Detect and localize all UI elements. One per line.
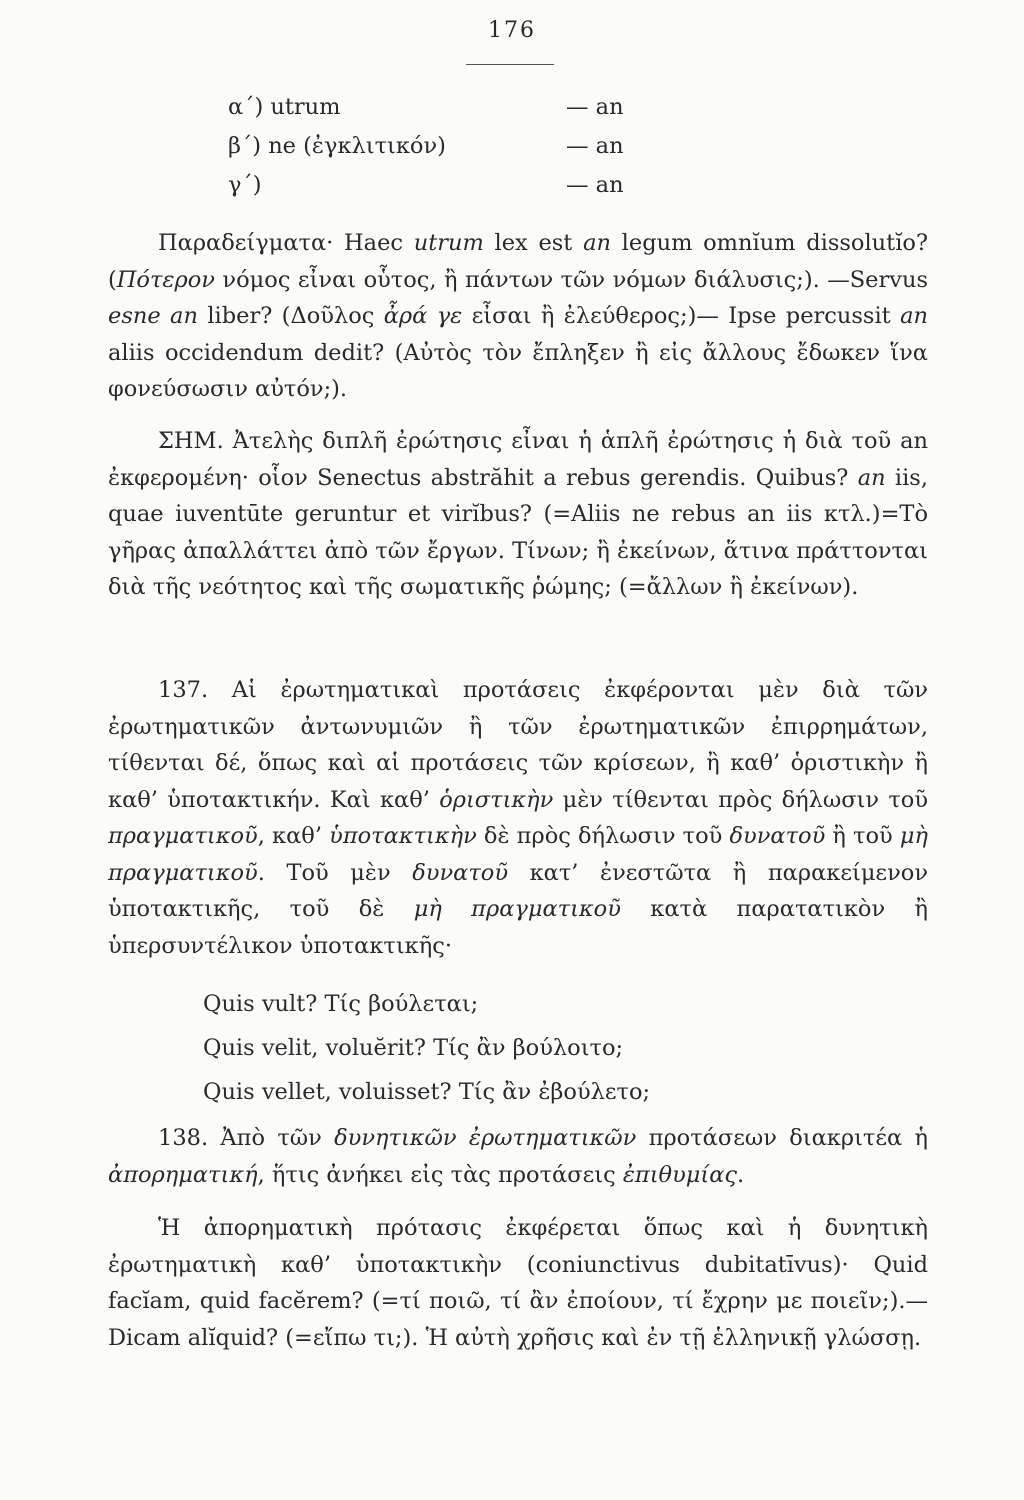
page-number: 176 bbox=[488, 18, 536, 43]
schema-left: α΄) utrum bbox=[228, 94, 341, 120]
schema-row bbox=[228, 166, 688, 205]
paragraph-note: ΣΗΜ. Ἀτελὴς διπλῆ ἐρώτησις εἶναι ἡ ἁπλῆ ἐρώτησις ἡ διὰ τοῦ an ἐκφερομένη· οἷον Senectus abstrăhit a rebus gerendis. Quibus? an iis, quae iuventūte geruntur et virĭbus? (=Aliis ne rebus an iis κτλ.)=Τὸ γῆρας ἀπαλλάττει ἀπὸ τῶν ἔργων. Τίνων; ἢ ἐκείνων, ἅτινα πράττονται διὰ τῆς νεότητος καὶ τῆς σωματικῆς ῥώμης; (=ἄλλων ἢ ἐκείνων). bbox=[108, 428, 928, 600]
note-paragraph bbox=[108, 423, 928, 606]
example-list bbox=[203, 982, 903, 1114]
schema-right: — an bbox=[566, 94, 624, 120]
correlative-schema bbox=[228, 88, 688, 205]
schema-left: γ΄) bbox=[228, 172, 262, 198]
paragraph-138: 138. Ἀπὸ τῶν δυνητικῶν ἐρωτηματικῶν προτάσεων διακριτέα ἡ ἀπορηματική, ἥτις ἀνήκει εἰς τὰς προτάσεις ἐπιθυμίας. bbox=[108, 1125, 928, 1188]
schema-row bbox=[228, 88, 688, 127]
schema-row bbox=[228, 127, 688, 166]
schema-right: — an bbox=[566, 133, 624, 159]
examples-paragraph bbox=[108, 225, 928, 408]
example-line: Quis vellet, voluisset? Τίς ἂν ἐβούλετο; bbox=[203, 1079, 651, 1105]
paragraph-examples: Παραδείγματα· Haec utrum lex est an legum omnĭum dissolutĭo? (Πότερον νόμος εἶναι οὗτος, ἢ πάντων τῶν νόμων διάλυσις;). —Servus esne an liber? (Δοῦλος ἆρά γε εἶσαι ἢ ἐλεύθερος;)— Ipse percussit an aliis occidendum dedit? (Αὐτὸς τὸν ἔπληξεν ἢ εἰς ἄλλους ἔδωκεν ἵνα φονεύσωσιν αὐτόν;). bbox=[108, 230, 929, 402]
example-line: Quis vult? Τίς βούλεται; bbox=[203, 991, 479, 1017]
aporetic-paragraph bbox=[108, 1210, 928, 1356]
schema-left: β΄) ne (ἐγκλιτικόν) bbox=[228, 133, 446, 159]
section-137 bbox=[108, 672, 928, 964]
paragraph-aporetic: Ἡ ἀπορηματικὴ πρότασις ἐκφέρεται ὅπως καὶ ἡ δυνητικὴ ἐρωτηματικὴ καθ’ ὑποτακτικὴν (coniunctivus dubitatīvus)· Quid facĭam, quid facĕrem? (=τί ποιῶ, τί ἂν ἐποίουν, τί ἔχρην με ποιεῖν;).—Dicam alĭquid? (=εἴπω τι;). Ἡ αὐτὴ χρῆσις καὶ ἐν τῇ ἑλληνικῇ γλώσσῃ. bbox=[108, 1215, 928, 1351]
example-line: Quis velit, voluĕrit? Τίς ἂν βούλοιτο; bbox=[203, 1035, 624, 1061]
paragraph-137: 137. Αἱ ἐρωτηματικαὶ προτάσεις ἐκφέρονται μὲν διὰ τῶν ἐρωτηματικῶν ἀντωνυμιῶν ἢ τῶν ἐρωτηματικῶν ἐπιρρημάτων, τίθενται δέ, ὅπως καὶ αἱ προτάσεις τῶν κρίσεων, ἢ καθ’ ὁριστικὴν ἢ καθ’ ὑποτακτικήν. Καὶ καθ’ ὁριστικὴν μὲν τίθενται πρὸς δήλωσιν τοῦ πραγματικοῦ, καθ’ ὑποτακτικὴν δὲ πρὸς δήλωσιν τοῦ δυνατοῦ ἢ τοῦ μὴ πραγματικοῦ. Τοῦ μὲν δυνατοῦ κατ’ ἐνεστῶτα ἢ παρακείμενον ὑποτακτικῆς, τοῦ δὲ μὴ πραγματικοῦ κατὰ παρατατικὸν ἢ ὑπερσυντέλικον ὑποτακτικῆς· bbox=[108, 677, 929, 959]
section-138 bbox=[108, 1120, 928, 1193]
page-number-rule bbox=[466, 64, 554, 65]
schema-right: — an bbox=[566, 172, 624, 198]
